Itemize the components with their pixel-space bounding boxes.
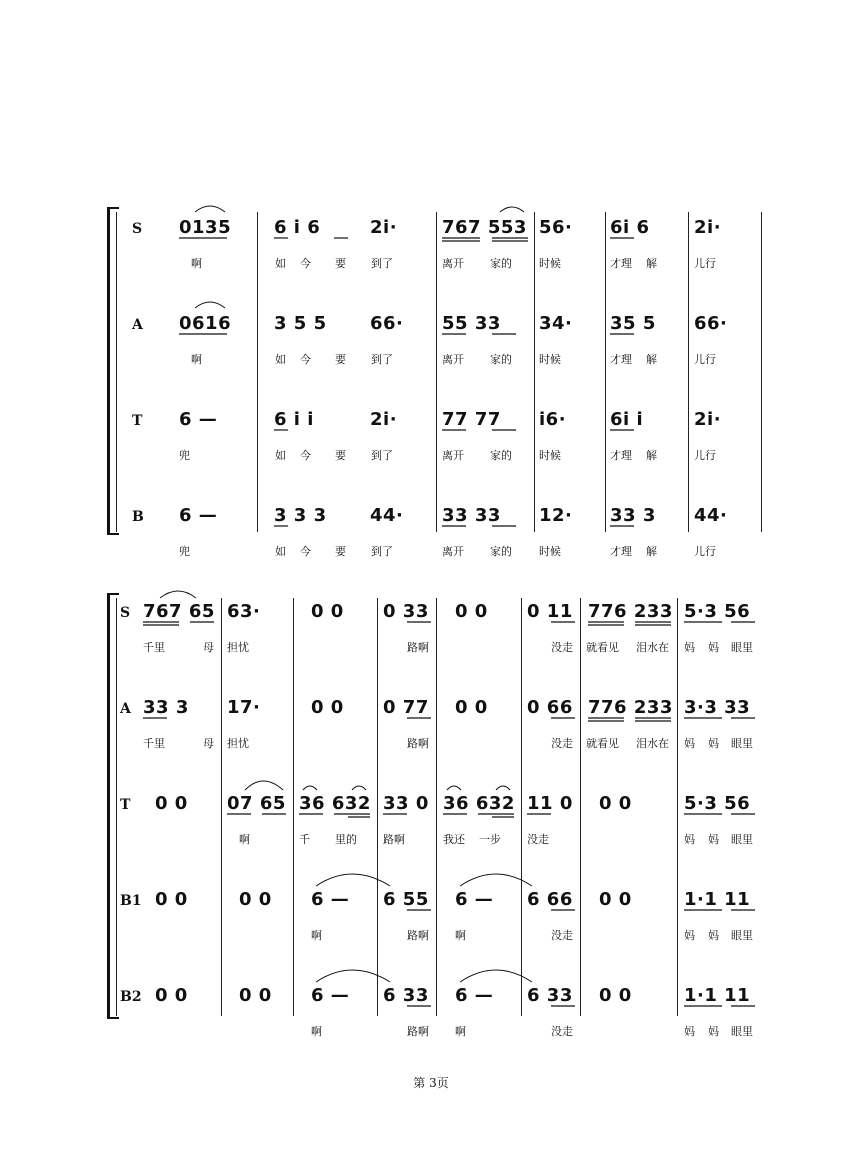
note-group: 77 77 bbox=[442, 409, 501, 430]
lyric: 如 bbox=[275, 353, 286, 366]
note-group: 6 — bbox=[311, 889, 350, 910]
note-group: 5·3 56 bbox=[684, 601, 751, 622]
note-group: 0 0 bbox=[455, 697, 488, 718]
lyric: 离开 bbox=[442, 257, 464, 270]
note-group: 0 0 bbox=[599, 985, 632, 1006]
slur bbox=[160, 591, 196, 598]
lyric: 没走 bbox=[551, 737, 573, 750]
note-group: 0 0 bbox=[311, 697, 344, 718]
note-group: 1·1 11 bbox=[684, 889, 751, 910]
note-group: 776 233 bbox=[588, 697, 673, 718]
lyric: 家的 bbox=[490, 353, 512, 366]
note-group: 0 66 bbox=[527, 697, 573, 718]
note-group: 6 — bbox=[179, 409, 218, 430]
note-group: 6 33 bbox=[527, 985, 573, 1006]
slur bbox=[447, 786, 461, 790]
note-group: 0 0 bbox=[155, 985, 188, 1006]
slur bbox=[316, 970, 390, 982]
lyric: 离开 bbox=[442, 545, 464, 558]
lyric: 儿行 bbox=[694, 449, 716, 462]
lyric: 妈 bbox=[684, 641, 695, 654]
lyric: 才理 bbox=[610, 449, 632, 462]
note-group: 6 i i bbox=[274, 409, 314, 430]
note-group: 36 632 bbox=[299, 793, 371, 814]
note-group: 3·3 33 bbox=[684, 697, 751, 718]
lyric: 今 bbox=[300, 257, 311, 270]
lyric: 路啊 bbox=[407, 1025, 429, 1038]
lyric: 兜 bbox=[179, 449, 190, 462]
slur bbox=[460, 874, 532, 886]
staff-label-bass-1: B1 bbox=[120, 893, 142, 909]
lyric: 今 bbox=[300, 449, 311, 462]
lyric: 眼里 bbox=[731, 737, 753, 750]
lyric: 兜 bbox=[179, 545, 190, 558]
lyric: 才理 bbox=[610, 353, 632, 366]
lyric: 没走 bbox=[551, 1025, 573, 1038]
lyric: 没走 bbox=[527, 833, 549, 846]
lyric: 啊 bbox=[455, 929, 466, 942]
note-group: 6i 6 bbox=[610, 217, 650, 238]
slur bbox=[460, 970, 532, 982]
note-group: 33 0 bbox=[383, 793, 429, 814]
note-group: 07 65 bbox=[227, 793, 286, 814]
lyric: 时候 bbox=[539, 449, 561, 462]
lyric: 儿行 bbox=[694, 353, 716, 366]
lyric: 担忧 bbox=[227, 641, 249, 654]
lyric: 到了 bbox=[371, 353, 393, 366]
note-group: 0 0 bbox=[311, 601, 344, 622]
note-group: 0 0 bbox=[239, 889, 272, 910]
note-group: 767 65 bbox=[143, 601, 215, 622]
lyric: 母 bbox=[203, 641, 214, 654]
lyric: 要 bbox=[335, 449, 346, 462]
lyric: 到了 bbox=[371, 257, 393, 270]
lyric: 解 bbox=[646, 257, 657, 270]
lyric: 如 bbox=[275, 449, 286, 462]
lyric: 时候 bbox=[539, 545, 561, 558]
note-group: 33 33 bbox=[442, 505, 501, 526]
lyric: 母 bbox=[203, 737, 214, 750]
lyric: 眼里 bbox=[731, 1025, 753, 1038]
note-group: 17· bbox=[227, 697, 261, 718]
note-group: 5·3 56 bbox=[684, 793, 751, 814]
lyric: 里的 bbox=[335, 833, 357, 846]
staff-label-alto: A bbox=[132, 317, 143, 333]
lyric: 妈 bbox=[684, 737, 695, 750]
note-group: 0135 bbox=[179, 217, 232, 238]
lyric: 泪水在 bbox=[636, 737, 669, 750]
lyric: 家的 bbox=[490, 257, 512, 270]
lyric: 啊 bbox=[191, 257, 202, 270]
lyric: 才理 bbox=[610, 257, 632, 270]
lyric: 家的 bbox=[490, 545, 512, 558]
page-number: 第 3页 bbox=[413, 1076, 449, 1090]
staff-label-tenor: T bbox=[132, 413, 143, 429]
note-group: 6 — bbox=[311, 985, 350, 1006]
note-group: 35 5 bbox=[610, 313, 656, 334]
note-group: 36 632 bbox=[443, 793, 515, 814]
lyric: 就看见 bbox=[586, 737, 619, 750]
note-group: 66· bbox=[370, 313, 404, 334]
lyric: 啊 bbox=[455, 1025, 466, 1038]
note-group: 0 33 bbox=[383, 601, 429, 622]
note-group: 0 0 bbox=[155, 889, 188, 910]
lyric: 如 bbox=[275, 545, 286, 558]
slur bbox=[496, 786, 510, 790]
lyric: 眼里 bbox=[731, 833, 753, 846]
note-group: 0 11 bbox=[527, 601, 573, 622]
note-group: 6i i bbox=[610, 409, 644, 430]
lyric: 儿行 bbox=[694, 545, 716, 558]
lyric: 眼里 bbox=[731, 929, 753, 942]
lyric: 才理 bbox=[610, 545, 632, 558]
lyric: 今 bbox=[300, 545, 311, 558]
note-group: 0 77 bbox=[383, 697, 429, 718]
lyric: 如 bbox=[275, 257, 286, 270]
note-group: 0 0 bbox=[599, 889, 632, 910]
note-group: 34· bbox=[539, 313, 573, 334]
lyric: 就看见 bbox=[586, 641, 619, 654]
lyric: 担忧 bbox=[227, 737, 249, 750]
lyric: 离开 bbox=[442, 353, 464, 366]
note-group: 44· bbox=[370, 505, 404, 526]
lyric: 时候 bbox=[539, 353, 561, 366]
note-group: 2i· bbox=[370, 217, 398, 238]
note-group: 33 3 bbox=[143, 697, 189, 718]
note-group: 11 0 bbox=[527, 793, 573, 814]
note-group: 55 33 bbox=[442, 313, 501, 334]
lyric: 没走 bbox=[551, 929, 573, 942]
note-group: 1·1 11 bbox=[684, 985, 751, 1006]
lyric: 千 bbox=[299, 833, 310, 846]
lyric: 千里 bbox=[143, 737, 165, 750]
note-group: 2i· bbox=[694, 217, 722, 238]
lyric: 解 bbox=[646, 545, 657, 558]
slur bbox=[316, 874, 390, 886]
lyric: 妈 bbox=[684, 1025, 695, 1038]
note-group: 3 3 3 bbox=[274, 505, 327, 526]
slur bbox=[352, 786, 366, 790]
note-group: 6 i 6 bbox=[274, 217, 321, 238]
note-group: 776 233 bbox=[588, 601, 673, 622]
lyric: 要 bbox=[335, 257, 346, 270]
lyric: 家的 bbox=[490, 449, 512, 462]
note-group: 6 — bbox=[179, 505, 218, 526]
note-group: 0 0 bbox=[239, 985, 272, 1006]
note-group: 66· bbox=[694, 313, 728, 334]
lyric: 泪水在 bbox=[636, 641, 669, 654]
staff-label-tenor: T bbox=[120, 797, 131, 813]
lyric: 没走 bbox=[551, 641, 573, 654]
lyric: 妈 bbox=[684, 929, 695, 942]
lyric: 妈 bbox=[684, 833, 695, 846]
lyric: 路啊 bbox=[407, 929, 429, 942]
lyric: 路啊 bbox=[407, 737, 429, 750]
lyric: 妈 bbox=[708, 1025, 719, 1038]
note-group: 6 66 bbox=[527, 889, 573, 910]
note-group: 3 5 5 bbox=[274, 313, 327, 334]
lyric: 我还 bbox=[443, 833, 465, 846]
lyric: 要 bbox=[335, 545, 346, 558]
lyric: 妈 bbox=[708, 929, 719, 942]
lyric: 妈 bbox=[708, 833, 719, 846]
slur bbox=[245, 781, 283, 790]
slur bbox=[303, 786, 317, 790]
lyric: 一步 bbox=[479, 833, 501, 846]
lyric: 啊 bbox=[311, 929, 322, 942]
lyric: 儿行 bbox=[694, 257, 716, 270]
lyric: 到了 bbox=[371, 545, 393, 558]
lyric: 啊 bbox=[191, 353, 202, 366]
lyric: 眼里 bbox=[731, 641, 753, 654]
lyric: 路啊 bbox=[407, 641, 429, 654]
lyric: 妈 bbox=[708, 737, 719, 750]
note-group: 0 0 bbox=[455, 601, 488, 622]
note-group: 2i· bbox=[694, 409, 722, 430]
note-group: 56· bbox=[539, 217, 573, 238]
staff-label-alto: A bbox=[120, 701, 131, 717]
note-group: i6· bbox=[539, 409, 567, 430]
note-group: 6 55 bbox=[383, 889, 429, 910]
note-group: 6 — bbox=[455, 889, 494, 910]
note-group: 2i· bbox=[370, 409, 398, 430]
lyric: 解 bbox=[646, 353, 657, 366]
lyric: 啊 bbox=[239, 833, 250, 846]
note-group: 6 33 bbox=[383, 985, 429, 1006]
staff-label-bass: B bbox=[132, 509, 144, 525]
note-group: 63· bbox=[227, 601, 261, 622]
lyric: 到了 bbox=[371, 449, 393, 462]
staff-label-soprano: S bbox=[132, 221, 143, 237]
lyric: 路啊 bbox=[383, 833, 405, 846]
lyric: 啊 bbox=[311, 1025, 322, 1038]
lyric: 千里 bbox=[143, 641, 165, 654]
note-group: 0 0 bbox=[599, 793, 632, 814]
staff-label-soprano: S bbox=[120, 605, 131, 621]
note-group: 0616 bbox=[179, 313, 232, 334]
lyric: 离开 bbox=[442, 449, 464, 462]
lyric: 时候 bbox=[539, 257, 561, 270]
lyric: 解 bbox=[646, 449, 657, 462]
note-group: 767 553 bbox=[442, 217, 527, 238]
note-group: 12· bbox=[539, 505, 573, 526]
note-group: 33 3 bbox=[610, 505, 656, 526]
note-group: 0 0 bbox=[155, 793, 188, 814]
note-group: 44· bbox=[694, 505, 728, 526]
staff-label-bass-2: B2 bbox=[120, 989, 142, 1005]
lyric: 今 bbox=[300, 353, 311, 366]
lyric: 妈 bbox=[708, 641, 719, 654]
lyric: 要 bbox=[335, 353, 346, 366]
note-group: 6 — bbox=[455, 985, 494, 1006]
